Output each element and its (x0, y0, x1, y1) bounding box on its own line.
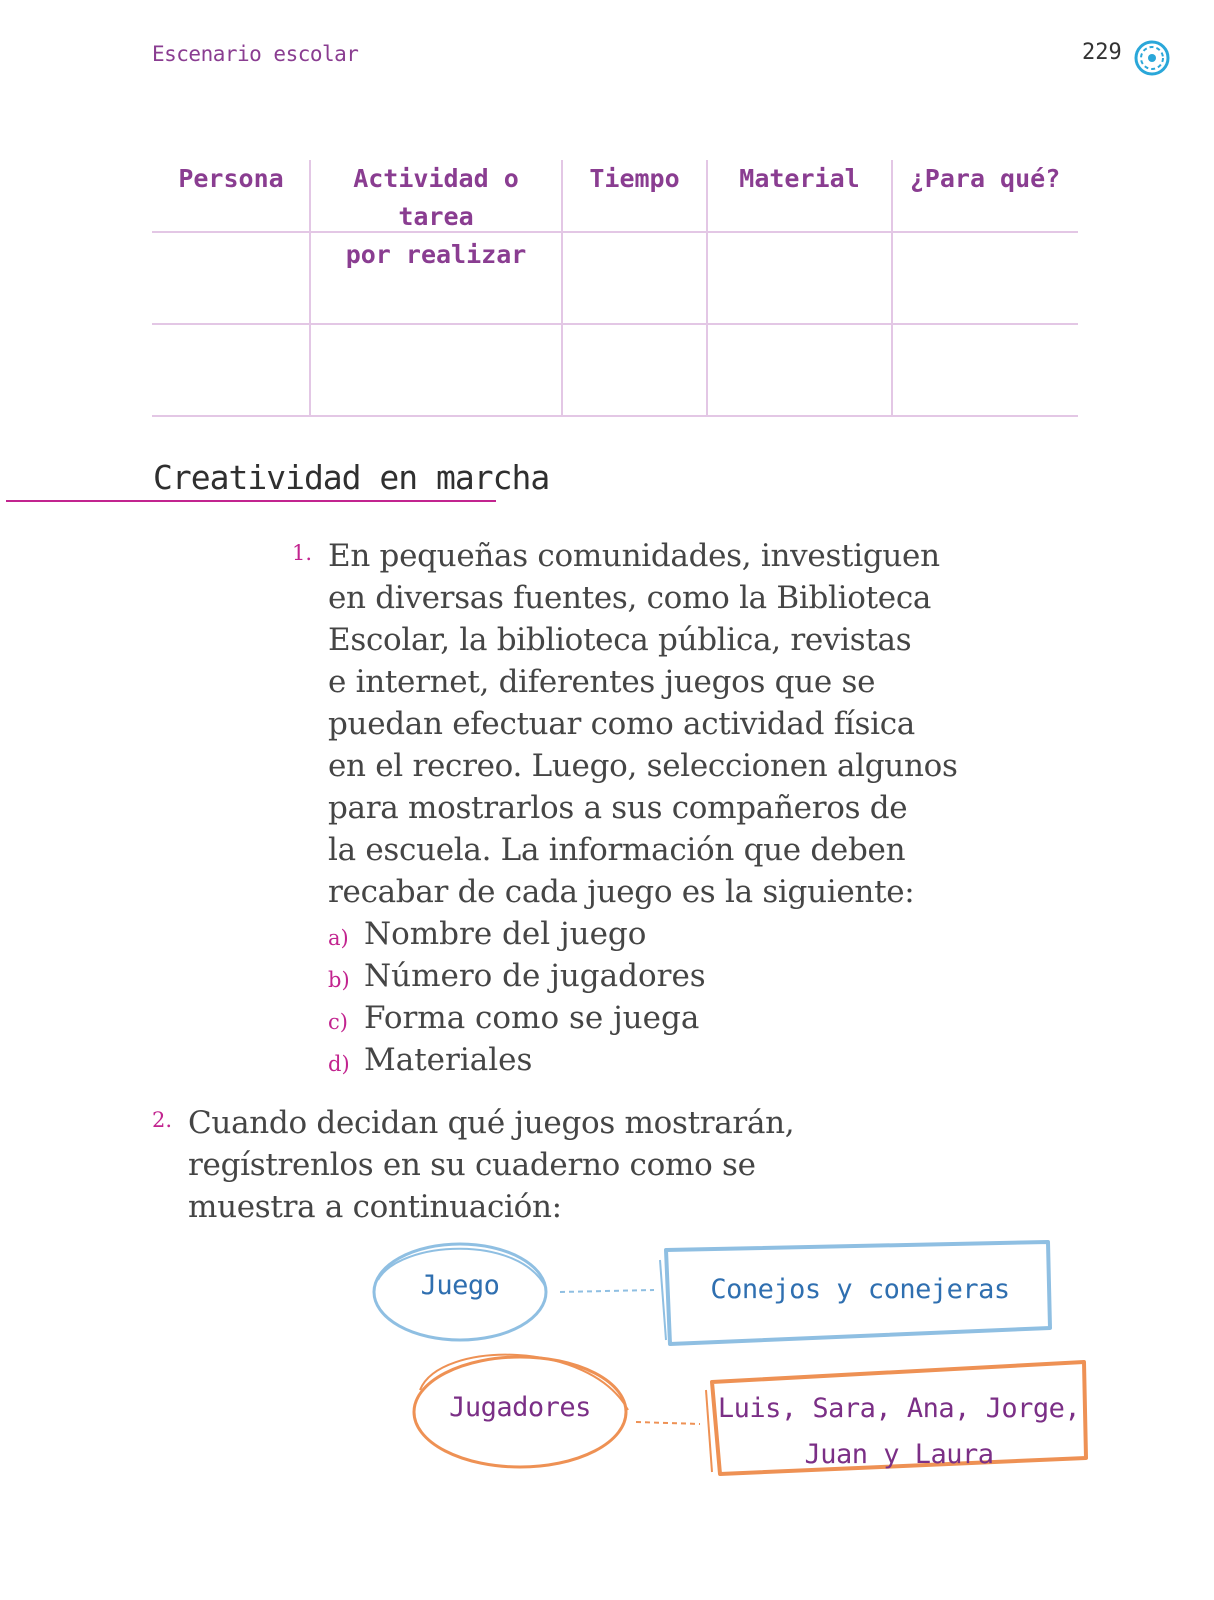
subitem-text: Materiales (364, 1042, 533, 1078)
section-title: Creatividad en marcha (153, 458, 550, 497)
activity-item-1 (292, 535, 972, 1081)
column-header-actividad: Actividad o tarea por realizar (345, 164, 527, 269)
activity-text: Cuando decidan qué juegos mostrarán, regístrenlos en su cuaderno como se muestra a continuación: (188, 1105, 795, 1225)
diagram-connector-1 (560, 1290, 654, 1292)
column-header-material: Material (739, 164, 860, 193)
diagram-label-juego: Juego (420, 1270, 500, 1301)
list-item (328, 955, 972, 997)
diagram-value-juego: Conejos y conejeras (710, 1274, 1010, 1305)
subitem-letter: c) (328, 1010, 348, 1034)
diagram-value-jugadores: Luis, Sara, Ana, Jorge, Juan y Laura (717, 1393, 1081, 1470)
activity-item-2 (152, 1102, 852, 1228)
subitem-text: Número de jugadores (364, 958, 706, 994)
activity-text: En pequeñas comunidades, investiguen en diversas fuentes, como la Biblioteca Escolar, la biblioteca pública, revistas e internet, diferentes juegos que se puedan efectuar como actividad física en el recreo. Luego, seleccionen algunos para mostrarlos a sus compañeros de la escuela. La información que deben recabar de cada juego es la siguiente: (328, 538, 958, 910)
activity-number: 2. (152, 1108, 173, 1132)
table-grid-lines (152, 160, 1098, 426)
subitem-text: Forma como se juega (364, 1000, 700, 1036)
column-header-para-que: ¿Para qué? (909, 164, 1061, 193)
section-title-underline (6, 500, 496, 502)
activity-subitems (328, 913, 972, 1081)
example-diagram (370, 1240, 1110, 1520)
subitem-text: Nombre del juego (364, 916, 647, 952)
section-header: Escenario escolar (152, 42, 359, 66)
list-item (328, 1039, 972, 1081)
column-header-tiempo: Tiempo (589, 164, 680, 193)
planning-table (152, 160, 1098, 426)
diagram-connector-2 (636, 1422, 700, 1424)
diagram-label-jugadores: Jugadores (449, 1392, 591, 1423)
list-item (328, 997, 972, 1039)
subitem-letter: a) (328, 926, 349, 950)
activity-number: 1. (292, 541, 313, 565)
list-item (328, 913, 972, 955)
column-header-persona: Persona (178, 164, 284, 193)
page-number: 229 (1082, 40, 1122, 65)
subitem-letter: d) (328, 1052, 350, 1076)
subitem-letter: b) (328, 968, 350, 992)
flower-emblem-icon (1134, 40, 1170, 76)
